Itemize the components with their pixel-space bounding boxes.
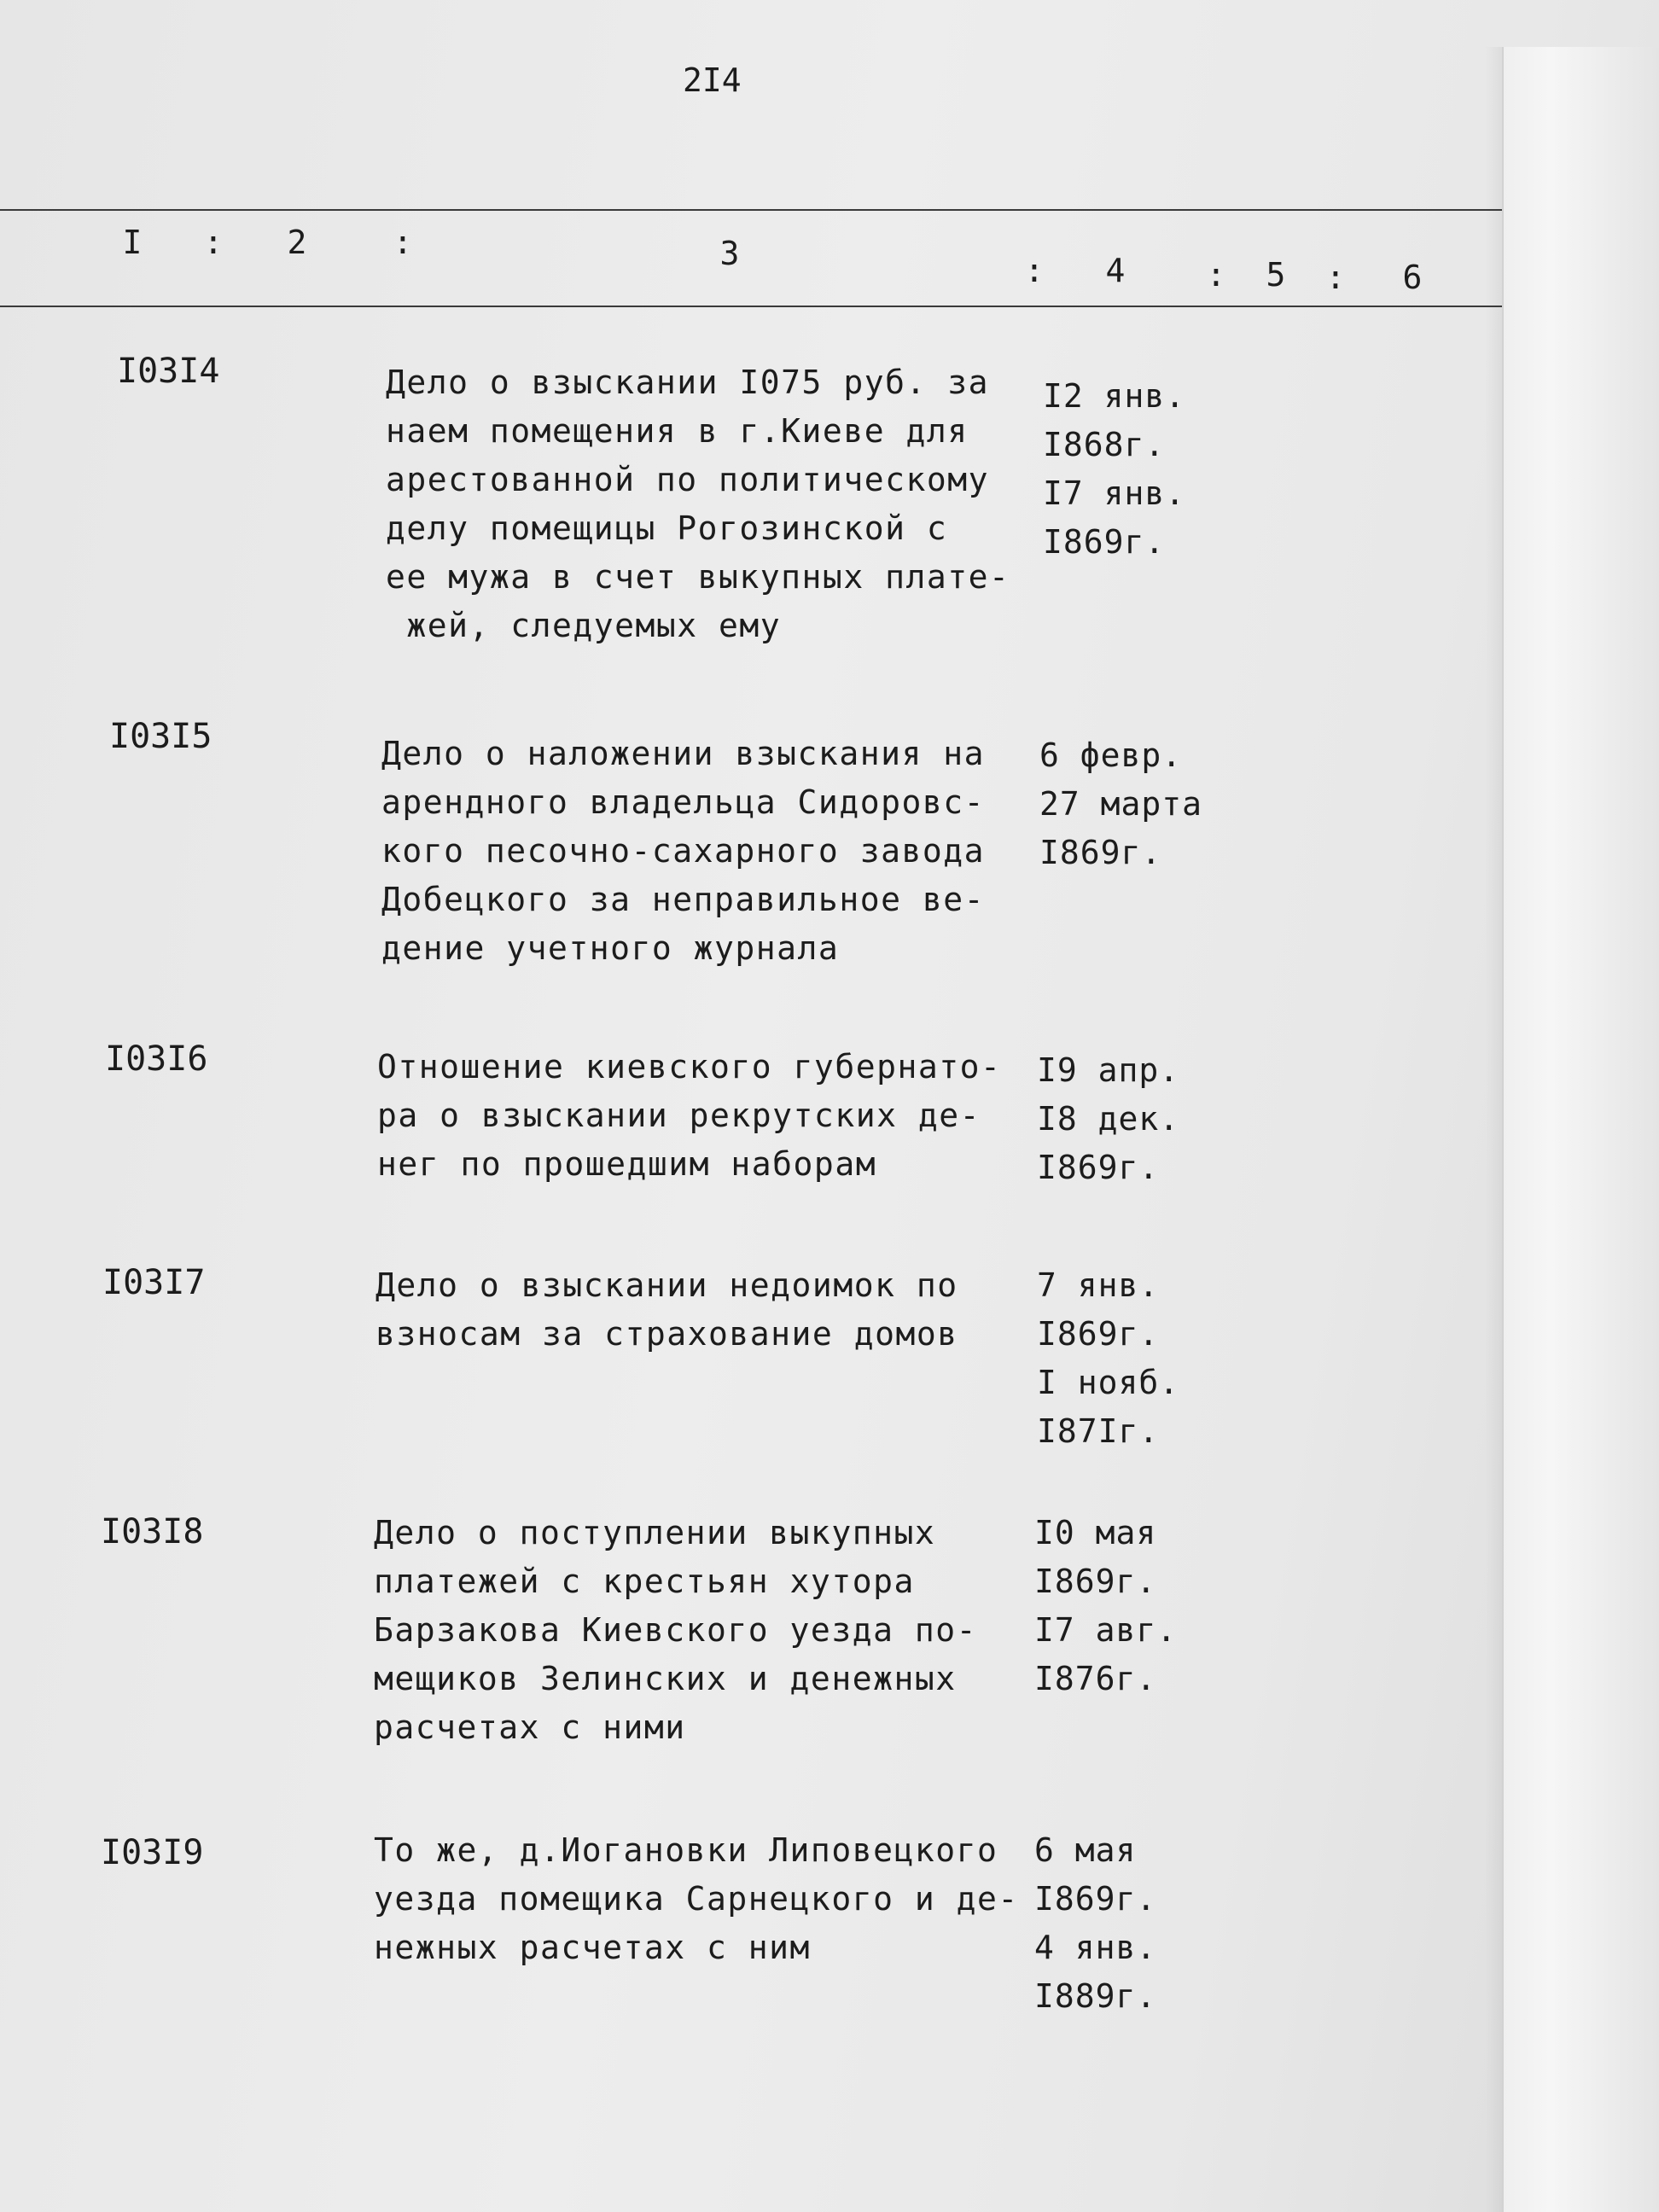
header-col6: 6 (1402, 259, 1423, 296)
header-col5: 5 (1266, 256, 1286, 294)
entry-description: То же, д.Иогановки Липовецкого уезда помещика Сарнецкого и де- нежных расчетах с ним (374, 1831, 1019, 1966)
entry-description: Дело о поступлении выкупных платежей с крестьян хутора Барзакова Киевского уезда по- мещиков Зелинских и денежных расчетах с ними (374, 1514, 977, 1746)
entry-dates: 7 янв. I869г. I нояб. I87Iг. (1037, 1266, 1180, 1450)
header-col2: 2 (287, 224, 307, 261)
header-bottom-rule (0, 306, 1502, 307)
entry-dates: I9 апр. I8 дек. I869г. (1037, 1051, 1180, 1186)
entry-dates: 6 мая I869г. 4 янв. I889г. (1034, 1831, 1157, 2015)
entry-number: I03I7 (102, 1263, 206, 1302)
entry-number: I03I5 (109, 717, 212, 756)
entry-description: Дело о взыскании недоимок по взносам за страхование домов (375, 1266, 958, 1353)
header-col4: 4 (1105, 252, 1126, 289)
entry-number: I03I8 (101, 1512, 204, 1551)
entry-number: I03I9 (101, 1833, 204, 1872)
entry-description: Отношение киевского губернато- ра о взыскании рекрутских де- нег по прошедшим наборам (377, 1048, 1002, 1183)
entry-number: I03I4 (117, 352, 220, 391)
header-col3: 3 (719, 235, 740, 272)
header-sep5: : (1325, 259, 1346, 296)
entry-dates: 6 февр. 27 марта I869г. (1039, 736, 1203, 871)
entry-description: Дело о наложении взыскания на арендного владельца Сидоровс- кого песочно-сахарного завода Добецкого за неправильное ве- дение учетного журнала (381, 735, 985, 967)
entry-dates: I0 мая I869г. I7 авг. I876г. (1034, 1514, 1178, 1697)
header-col1: I (122, 224, 143, 261)
entry-number: I03I6 (105, 1039, 208, 1079)
page-number: 2I4 (683, 61, 742, 99)
entry-description: Дело о взыскании I075 руб. за наем помещения в г.Киеве для арестованной по политическому делу помещицы Рогозинской с ее мужа в счет выкупных плате- жей, следуемых ему (386, 364, 1010, 644)
header-top-rule (0, 209, 1502, 211)
page-edge (1502, 47, 1659, 2212)
header-sep4: : (1206, 256, 1226, 294)
entry-dates: I2 янв. I868г. I7 янв. I869г. (1043, 377, 1186, 561)
header-sep3: : (1024, 252, 1045, 289)
header-sep2: : (393, 224, 413, 261)
header-sep1: : (203, 224, 224, 261)
